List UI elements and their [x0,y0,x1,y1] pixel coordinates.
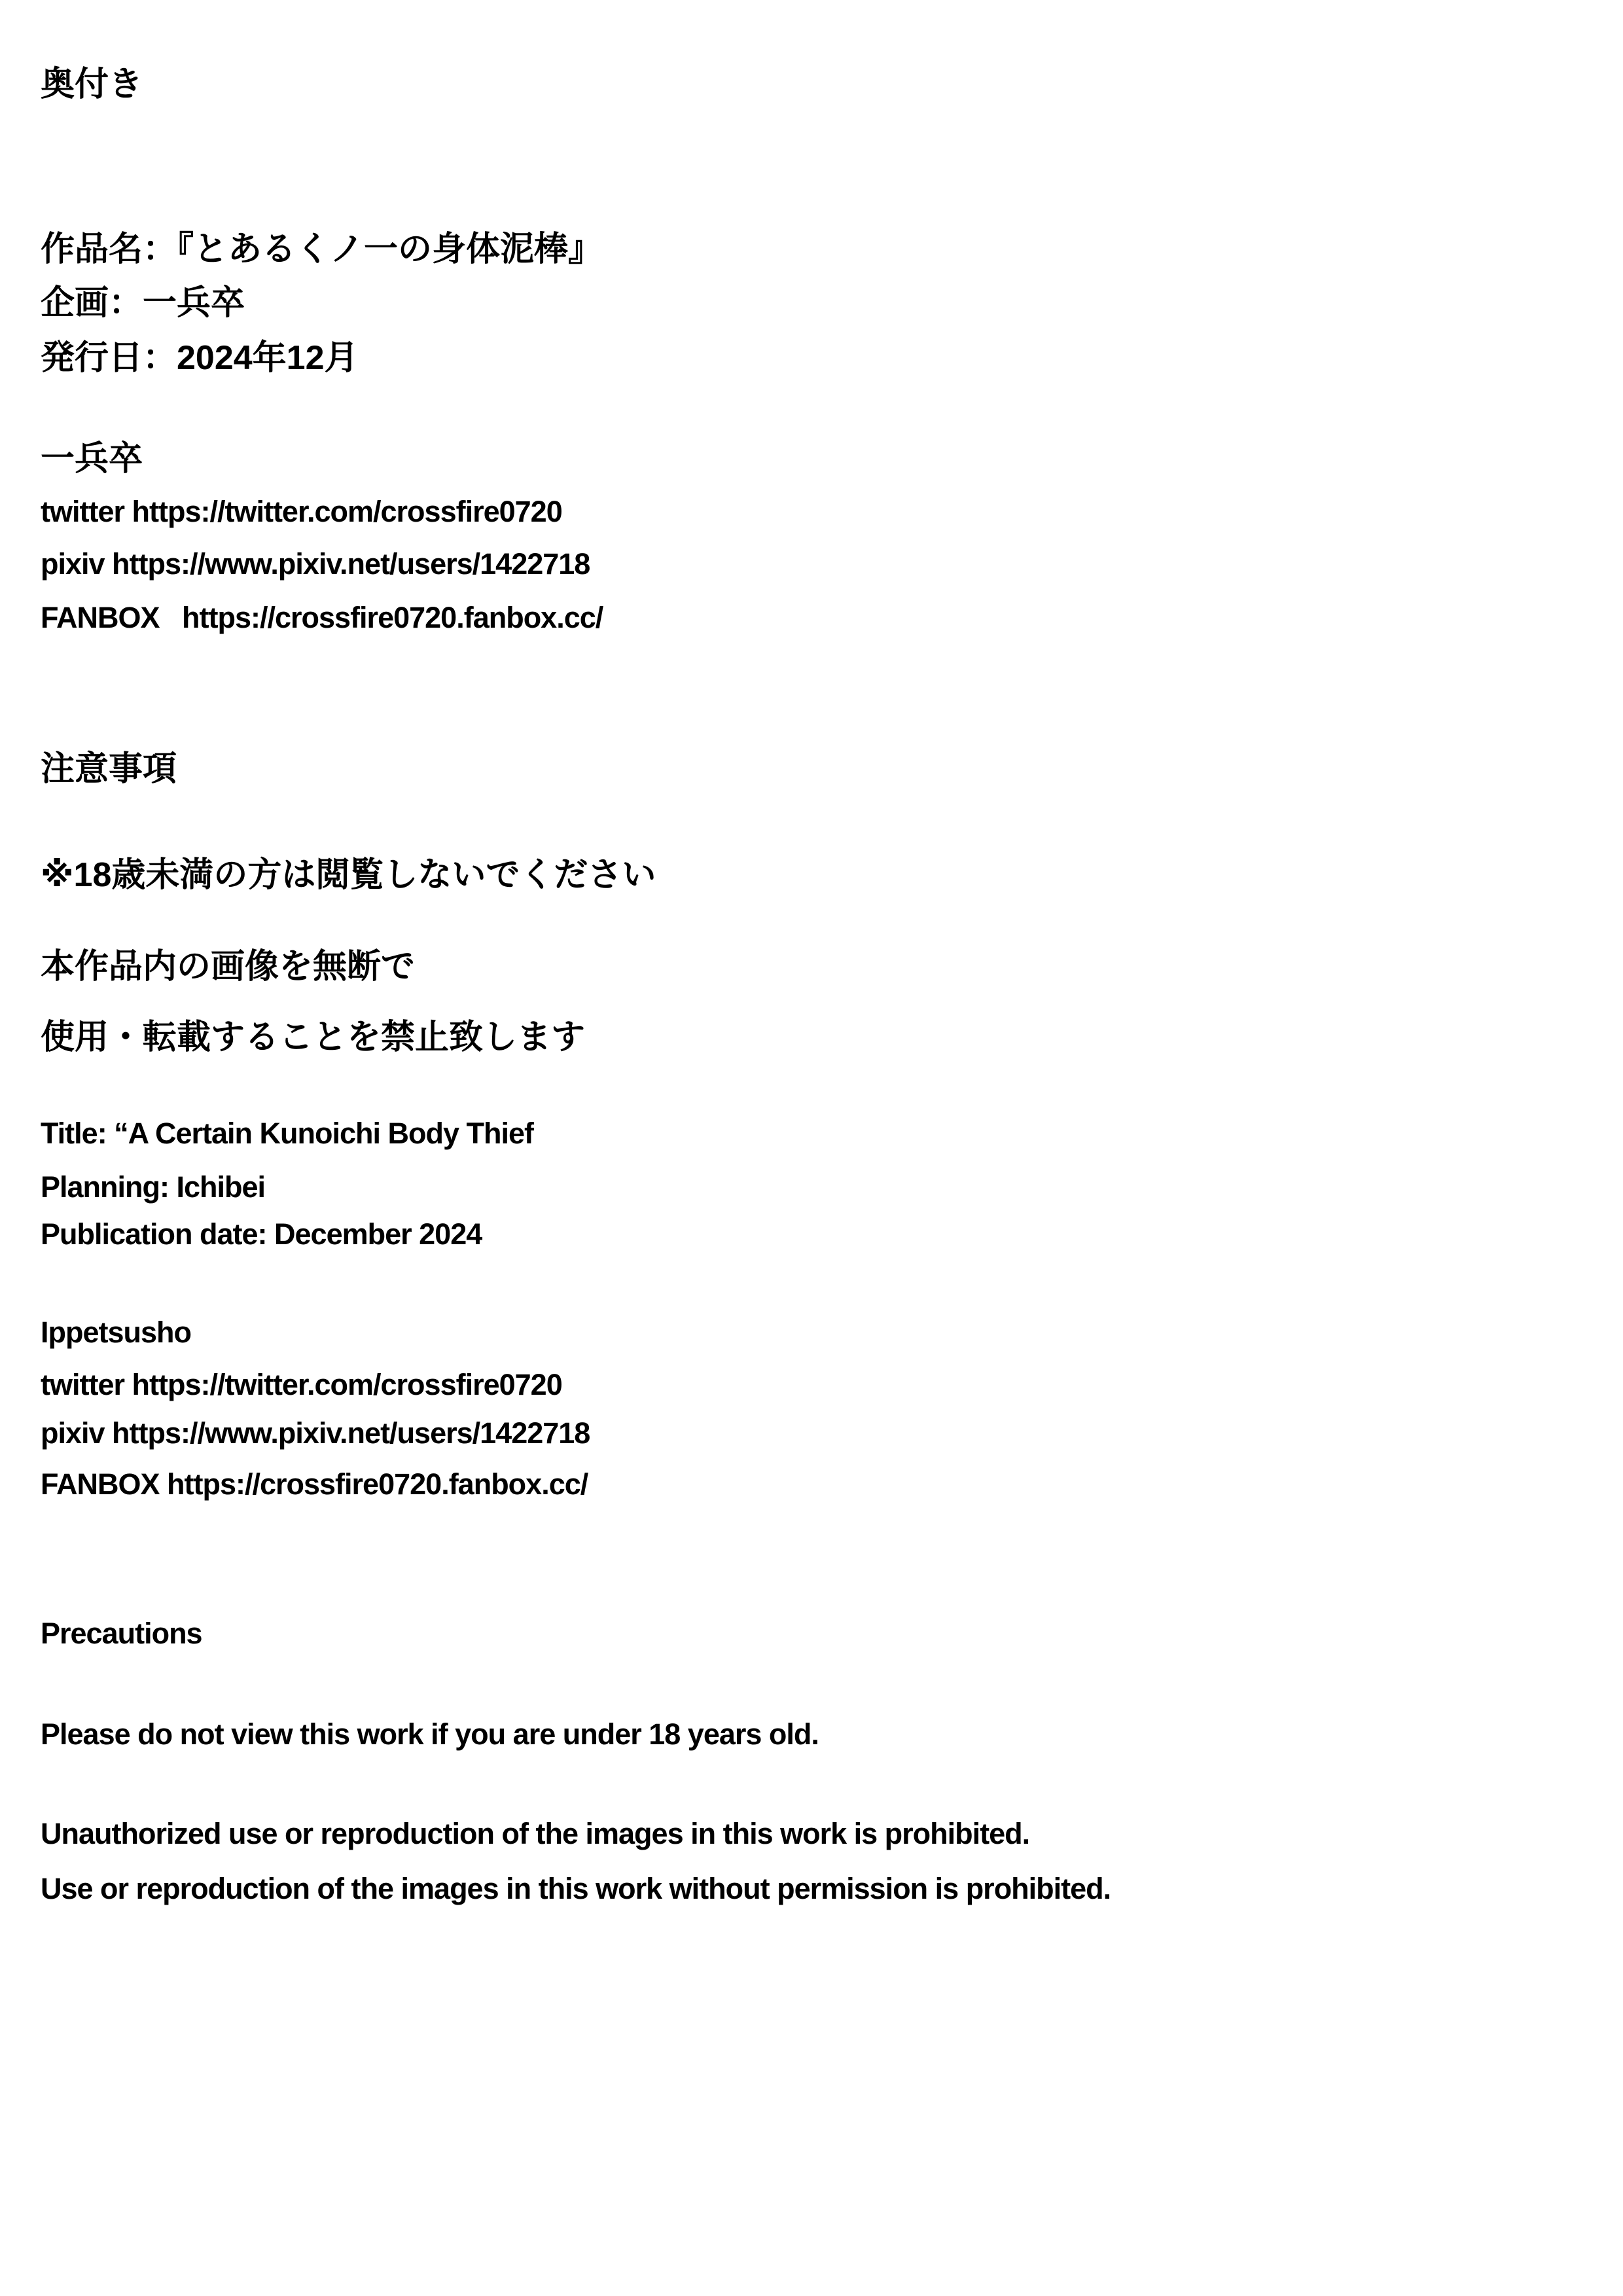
work-planning-en: Planning: Ichibei [41,1170,266,1204]
work-publication-date-jp: 発行日：2024年12月 [41,339,359,377]
age-warning-en: Please do not view this work if you are under 18 years old. [41,1717,819,1751]
usage-restriction-en-line2: Use or reproduction of the images in this work without permission is prohibited. [41,1872,1111,1905]
colophon-heading-jp: 奥付き [41,65,143,103]
work-planning-jp: 企画：一兵卒 [41,284,245,322]
work-title-jp: 作品名：『とあるくノ一の身体泥棒』 [41,230,603,268]
usage-restriction-jp-line1: 本作品内の画像を無断で [41,948,416,986]
author-twitter-url-en-block: twitter https://twitter.com/crossfire0720 [41,1368,562,1401]
author-name-en: Ippetsusho [41,1316,192,1349]
author-fanbox-url-jp-block: FANBOX https://crossfire0720.fanbox.cc/ [41,601,603,634]
author-name-jp: 一兵卒 [41,440,143,478]
author-pixiv-url-en-block: pixiv https://www.pixiv.net/users/1422718 [41,1416,590,1450]
usage-restriction-en-line1: Unauthorized use or reproduction of the images in this work is prohibited. [41,1817,1030,1850]
notice-heading-en: Precautions [41,1617,202,1650]
age-warning-jp: ※18歳未満の方は閲覧しないでください [41,856,656,894]
author-pixiv-url-jp-block: pixiv https://www.pixiv.net/users/1422718 [41,547,590,581]
work-publication-date-en: Publication date: December 2024 [41,1217,482,1251]
author-twitter-url-jp-block: twitter https://twitter.com/crossfire0720 [41,495,562,528]
usage-restriction-jp-line2: 使用・転載することを禁止致します [41,1018,586,1056]
work-title-en: Title: “A Certain Kunoichi Body Thief [41,1117,534,1150]
notice-heading-jp: 注意事項 [41,750,177,788]
author-fanbox-url-en-block: FANBOX https://crossfire0720.fanbox.cc/ [41,1467,588,1501]
